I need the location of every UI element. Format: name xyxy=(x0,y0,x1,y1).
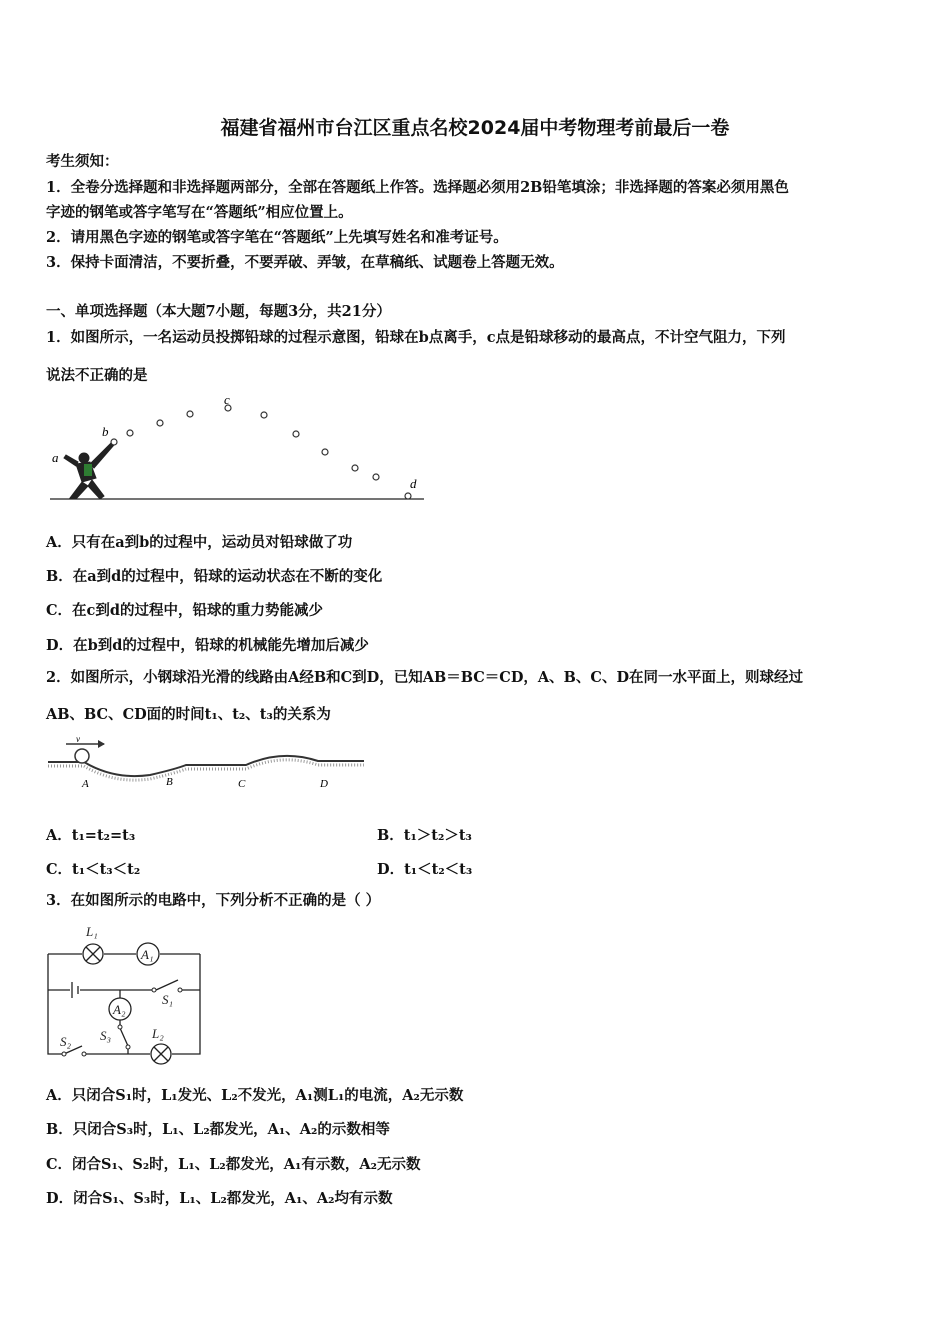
question-1-text: 1．如图所示，一名运动员投掷铅球的过程示意图，铅球在b点离手，c点是铅球移动的最高点，不计空气阻力，下列 xyxy=(46,329,786,346)
label-d: d xyxy=(410,476,417,491)
circuit-figure xyxy=(44,920,209,1070)
notice-item: 1．全卷分选择题和非选择题两部分，全部在答题纸上作答。选择题必须用2B铅笔填涂；非选择题的答案必须用黑色 xyxy=(46,179,789,196)
q2-option-c: C．t₁＜t₃＜t₂ xyxy=(46,861,141,878)
q2-option-b: B．t₁＞t₂＞t₃ xyxy=(377,827,472,844)
question-2-text-cont: AB、BC、CD面的时间t₁、t₂、t₃的关系为 xyxy=(46,706,331,723)
notice-item: 3．保持卡面清洁，不要折叠，不要弄破、弄皱，在草稿纸、试题卷上答题无效。 xyxy=(46,254,564,271)
notice-item: 字迹的钢笔或答字笔写在“答题纸”相应位置上。 xyxy=(46,204,353,221)
label-v: v xyxy=(76,735,80,744)
label-A2: A₂ xyxy=(113,1002,126,1017)
question-2-text: 2．如图所示，小钢球沿光滑的线路由A经B和C到D，已知AB＝BC＝CD，A、B、C、D在同一水平面上，则球经过 xyxy=(46,669,804,686)
label-S2: S₂ xyxy=(60,1034,72,1049)
question-3-text: 3．在如图所示的电路中，下列分析不正确的是（ ） xyxy=(46,892,381,909)
label-A1: A₁ xyxy=(141,947,154,962)
label-b: b xyxy=(102,424,109,439)
q2-option-a: A．t₁=t₂=t₃ xyxy=(46,827,136,844)
label-a: a xyxy=(52,450,59,465)
label-D: D xyxy=(320,778,328,790)
athlete-icon xyxy=(64,442,114,499)
label-S1: S₁ xyxy=(162,992,174,1007)
q1-option-a: A．只有在a到b的过程中，运动员对铅球做了功 xyxy=(46,534,353,551)
q3-option-a: A．只闭合S₁时，L₁发光、L₂不发光，A₁测L₁的电流，A₂无示数 xyxy=(46,1087,464,1104)
notice-heading: 考生须知： xyxy=(46,153,119,170)
section-heading: 一、单项选择题（本大题7小题，每题3分，共21分） xyxy=(46,303,391,320)
label-A: A xyxy=(82,778,89,790)
label-S3: S₃ xyxy=(100,1028,112,1043)
notice-item: 2．请用黑色字迹的钢笔或答字笔在“答题纸”上先填写姓名和准考证号。 xyxy=(46,229,508,246)
label-L1: L₁ xyxy=(86,924,98,939)
q3-option-d: D．闭合S₁、S₃时，L₁、L₂都发光，A₁、A₂均有示数 xyxy=(46,1190,393,1207)
shot-put-figure xyxy=(46,392,436,507)
label-c: c xyxy=(224,392,230,407)
q1-option-b: B．在a到d的过程中，铅球的运动状态在不断的变化 xyxy=(46,568,383,585)
q1-option-d: D．在b到d的过程中，铅球的机械能先增加后减少 xyxy=(46,637,369,654)
page-title: 福建省福州市台江区重点名校2024届中考物理考前最后一卷 xyxy=(220,117,730,139)
q2-option-d: D．t₁＜t₂＜t₃ xyxy=(377,861,473,878)
track-figure xyxy=(46,735,371,795)
label-B: B xyxy=(166,776,173,788)
label-L2: L₂ xyxy=(152,1026,164,1041)
q3-option-b: B．只闭合S₃时，L₁、L₂都发光，A₁、A₂的示数相等 xyxy=(46,1121,390,1138)
q1-option-c: C．在c到d的过程中，铅球的重力势能减少 xyxy=(46,602,324,619)
q3-option-c: C．闭合S₁、S₂时，L₁、L₂都发光，A₁有示数，A₂无示数 xyxy=(46,1156,421,1173)
question-1-text-cont: 说法不正确的是 xyxy=(46,367,148,384)
label-C: C xyxy=(238,778,246,790)
